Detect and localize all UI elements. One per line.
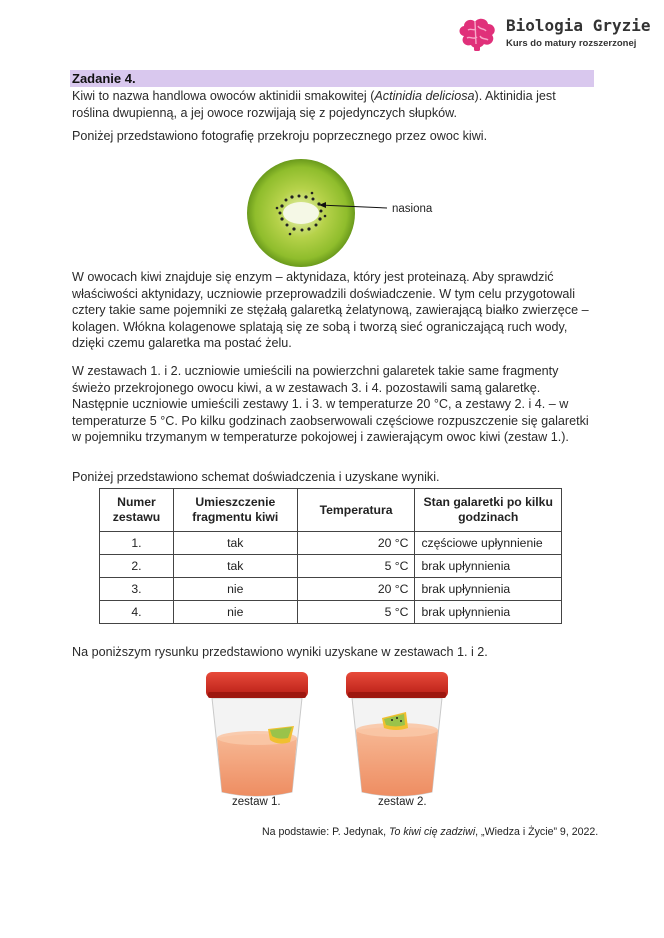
cell-temperature: 20 °C — [297, 578, 415, 601]
intro-text-a: Kiwi to nazwa handlowa owoców aktinidii smakowitej ( — [72, 89, 375, 103]
kiwi-core — [283, 202, 319, 224]
table-header-row — [100, 489, 562, 532]
results-table — [99, 488, 562, 624]
jelly-solid — [356, 727, 438, 796]
photo-caption-paragraph: Poniżej przedstawiono fotografię przekroju poprzecznego przez owoc kiwi. — [72, 129, 488, 143]
cell-set-number: 3. — [100, 578, 174, 601]
cell-temperature: 5 °C — [297, 601, 415, 624]
table-row — [100, 555, 562, 578]
brand-header — [456, 14, 656, 58]
procedure-paragraph: W zestawach 1. i 2. uczniowie umieścili na powierzchni galaretek takie same fragmenty świeżo przekrojonego owocu kiwi, a w zestawach 3. i 4. pozostawili samą galaretkę. Następnie uczniowie umieścili zestawy 1. i 3. w temperaturze 20 °C, a zestawy 2. i 4. – w temperaturze 5 °C. Po kilku godzinach zaobserwowali częściowe rozpuszczenie się galaretki w pojemniku trzymanym w temperaturze pokojowej i zawierającym owoc kiwi (zestaw 1.). — [72, 364, 589, 445]
intro-text-b: ). Aktinidia jest roślina dwupienną, a jej owoce rozwijają się z pojedynczych słupków. — [72, 89, 556, 120]
cell-kiwi-placement: tak — [173, 555, 297, 578]
source-title: To kiwi cię zadziwi — [389, 826, 476, 838]
source-suffix: , „Wiedza i Życie” 9, 2022. — [475, 826, 599, 838]
brand-subtitle: Kurs do matury rozszerzonej — [506, 38, 637, 49]
table-intro-paragraph: Poniżej przedstawiono schemat doświadczenia i uzyskane wyniki. — [72, 470, 440, 484]
cell-jelly-state: brak upłynnienia — [415, 555, 562, 578]
cell-set-number: 1. — [100, 532, 174, 555]
latin-name: Actinidia deliciosa — [374, 89, 475, 103]
cell-set-number: 4. — [100, 601, 174, 624]
table-row — [100, 601, 562, 624]
table-row — [100, 578, 562, 601]
cell-jelly-state: częściowe upłynnienie — [415, 532, 562, 555]
cup-set-1 — [206, 672, 308, 796]
cups-figure — [198, 666, 458, 810]
cell-kiwi-placement: nie — [173, 578, 297, 601]
cell-kiwi-placement: tak — [173, 532, 297, 555]
cup-label-set-1: zestaw 1. — [232, 796, 281, 808]
task-header-bar — [70, 70, 594, 87]
source-citation — [262, 826, 598, 838]
header-kiwi-placement: Umieszczenie fragmentu kiwi — [173, 489, 297, 532]
cell-kiwi-placement: nie — [173, 601, 297, 624]
cell-set-number: 2. — [100, 555, 174, 578]
header-set-number: Numer zestawu — [100, 489, 174, 532]
source-prefix: Na podstawie: P. Jedynak, — [262, 826, 390, 838]
cell-jelly-state: brak upłynnienia — [415, 578, 562, 601]
cell-temperature: 20 °C — [297, 532, 415, 555]
intro-paragraph — [72, 88, 596, 121]
table-row — [100, 532, 562, 555]
cup-label-set-2: zestaw 2. — [378, 796, 427, 808]
brain-icon — [456, 16, 498, 52]
brand-title: Biologia Gryzie — [506, 16, 651, 35]
task-title: Zadanie 4. — [72, 71, 136, 86]
seeds-label: nasiona — [392, 203, 433, 215]
cup-set-2 — [346, 672, 448, 796]
kiwi-cross-section-figure — [232, 158, 472, 268]
header-jelly-state: Stan galaretki po kilku godzinach — [415, 489, 562, 532]
header-temperature: Temperatura — [297, 489, 415, 532]
cups-intro-paragraph: Na poniższym rysunku przedstawiono wyniki uzyskane w zestawach 1. i 2. — [72, 645, 488, 659]
cell-jelly-state: brak upłynnienia — [415, 601, 562, 624]
enzyme-paragraph: W owocach kiwi znajduje się enzym – aktynidaza, który jest proteinazą. Aby sprawdzić właściwości aktynidazy, uczniowie przeprowadzili doświadczenie. W tym celu przygotowali cztery takie same pojemniki ze stężałą galaretką żelatynową, zawierającą białko zwierzęce – kolagen. Włókna kolagenowe splatają się ze sobą i tworzą sieć ograniczającą ruch wody, dzięki czemu galaretka ma postać żelu. — [72, 270, 589, 351]
cell-temperature: 5 °C — [297, 555, 415, 578]
